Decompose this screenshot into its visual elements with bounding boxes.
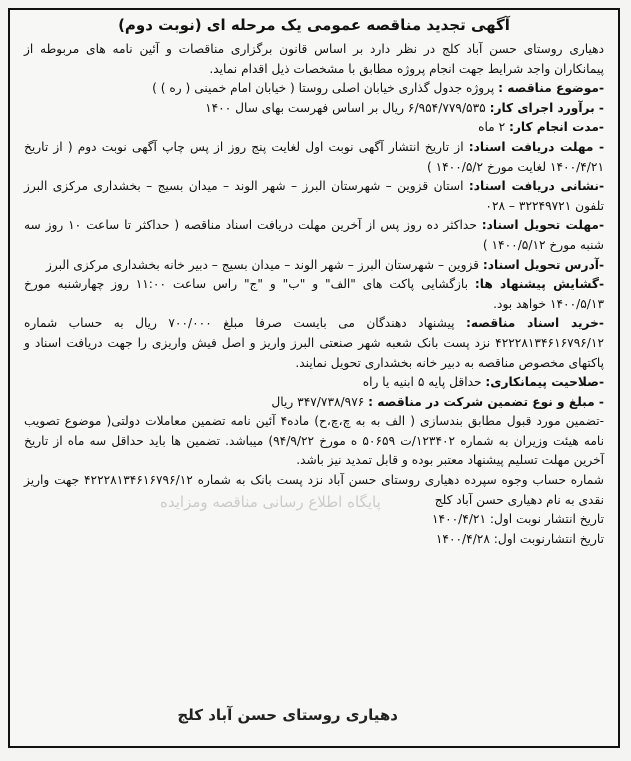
notice-item: -موضوع مناقصه : پروژه جدول گذاری خیابان اصلی روستا ( خیابان امام خمینی ( ره ) ) [152,81,604,96]
signature: دهیاری روستای حسن آباد کلج [177,706,398,724]
notice-item: تاریخ انتشارنوبت اول: ۱۴۰۰/۴/۲۸ [435,531,604,546]
notice-item: -تضمین مورد قبول مطابق بندسازی ( الف به به چ،چ،ح) ماده۴ آئین نامه تضمین معاملات دولتی( موضوع تصویب نامه هیئت وزیران به شماره ۱۲۳۴۰۲/ت ۵۰۶۵۹ ه مورخ ۹۴/۹/۲۲) میباشد. تضمین ها باید حداقل سه ماه از تاریخ آخرین مهلت تسلیم پیشنهاد معتبر بوده و قابل تمدید نیز باشد. [24,414,605,468]
watermark: پایگاه اطلاع رسانی مناقصه ومزایده [160,493,381,511]
notice-item: -گشایش پیشنهاد ها: بازگشایی پاکت های "الف" و "ب" و "ج" راس ساعت ۱۱:۰۰ روز چهارشنبه مورخ ۱۴۰۰/۵/۱۳ خواهد بود. [24,277,605,311]
notice-item: شماره حساب وجوه سپرده دهیاری روستای حسن آباد نزد پست بانک به شماره ۴۲۲۲۸۱۳۴۶۱۶۷۹۶/۱۲ جهت واریز نقدی به نام دهیاری حسن آباد کلج [24,473,605,507]
notice-frame [8,8,620,748]
notice-item: - مبلغ و نوع تضمین شرکت در مناقصه : ۳۴۷/۷۳۸/۹۷۶ ریال [271,394,604,409]
notice-item: -نشانی دریافت اسناد: استان قزوین – شهرستان البرز – شهر الوند – میدان بسیج – بخشداری مرکزی البرز تلفون ۳۲۲۴۹۷۲۱ – ۰۲۸ [24,179,605,213]
notice-item: - برآورد اجرای کار: ۶/۹۵۴/۷۷۹/۵۳۵ ریال بر اساس فهرست بهای سال ۱۴۰۰ [205,100,604,115]
notice-item: -صلاحیت پیمانکاری: حداقل پایه ۵ ابنیه یا راه [362,375,604,390]
notice-item: -خرید اسناد مناقصه: پیشنهاد دهندگان می بایست صرفا مبلغ ۷۰۰/۰۰۰ ریال به حساب شماره ۴۲۲۲۸۱۳۴۶۱۶۷۹۶/۱۲ نزد پست بانک شعبه شهر صنعتی البرز واریز و اصل فیش واریزی را جهت دریافت اسناد و پاکتهای مخصوص مناقصه به دبیر خانه بخشداری تحویل نمایند. [24,316,604,370]
notice-item: -مهلت تحویل اسناد: حداکثر ده روز پس از آخرین مهلت دریافت اسناد مناقصه ( حداکثر تا ساعت ۱۰ روز سه شنبه مورخ ۱۴۰۰/۵/۱۲ ) [24,218,605,252]
notice-item: -آدرس تحویل اسناد: قزوین – شهرستان البرز – شهر الوند – میدان بسیج – دبیر خانه بخشداری مرکزی البرز [46,257,604,272]
notice-item: تاریخ انتشار نوبت اول: ۱۴۰۰/۴/۲۱ [431,512,604,527]
notice-title: آگهی تجدید مناقصه عمومی یک مرحله ای (نوبت دوم) [118,16,510,34]
notice-intro: دهیاری روستای حسن آباد کلج در نظر دارد بر اساس قانون برگزاری مناقصات و آئین نامه های مربوطه از پیمانکاران واجد شرایط جهت انجام پروژه مطابق با مشخصات ذیل اقدام نماید. [24,42,604,76]
notice-item: -مدت انجام کار: ۲ ماه [478,120,604,135]
notice-body [24,40,604,549]
notice-item: - مهلت دریافت اسناد: از تاریخ انتشار آگهی نوبت اول لغایت پنج روز از پس چاپ آگهی نوبت دوم ( از تاریخ ۱۴۰۰/۴/۲۱ لغایت مورخ ۱۴۰۰/۵/۲ ) [24,139,605,174]
